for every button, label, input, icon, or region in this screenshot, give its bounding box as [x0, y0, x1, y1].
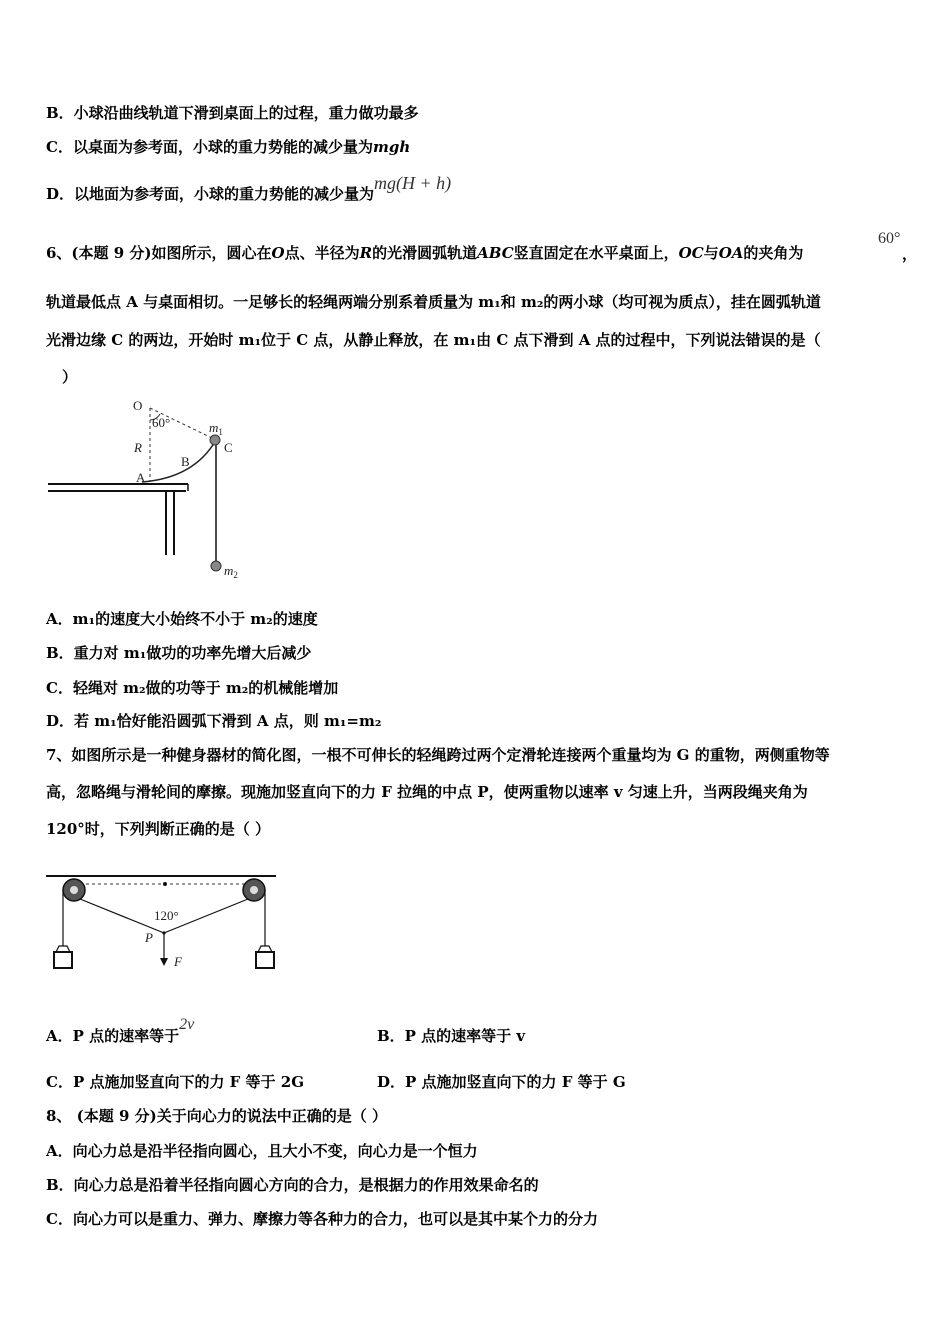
q6-stem-line-2: 轨道最低点 A 与桌面相切。一足够长的轻绳两端分别系着质量为 m₁和 m₂的两小球（均可视为质点），挂在圆弧轨道 [46, 293, 821, 311]
label-angle-120: 120° [154, 908, 179, 923]
q8-option-c: C．向心力可以是重力、弹力、摩擦力等各种力的合力，也可以是其中某个力的分力 [46, 1210, 598, 1228]
q6-text: 的光滑圆弧轨道 [372, 244, 478, 262]
q6-comma: ， [902, 245, 918, 263]
q8-option-b: B．向心力总是沿着半径指向圆心方向的合力，是根据力的作用效果命名的 [46, 1176, 539, 1194]
q5-option-d-formula: mg(H + h) [374, 173, 452, 193]
q6-text: 点、半径为 [284, 244, 360, 262]
label-f: F [174, 954, 182, 969]
q6-text: 6、(本题 9 分)如图所示，圆心在 [46, 244, 272, 262]
arc-track [142, 440, 216, 482]
q6-option-b: B．重力对 m₁做功的功率先增大后减少 [46, 644, 312, 662]
rope-left [80, 899, 164, 933]
q6-text: 的夹角为 [743, 244, 804, 262]
left-pulley-axle [70, 886, 78, 894]
q6-figure [44, 394, 254, 584]
q6-var-r: R [359, 244, 373, 262]
right-pulley-axle [250, 886, 258, 894]
q6-stem-line-3: 光滑边缘 C 的两边，开始时 m₁位于 C 点，从静止释放，在 m₁由 C 点下滑到 A 点的过程中，下列说法错误的是（ [46, 331, 821, 349]
left-weight [54, 952, 72, 968]
q7-stem-line-3: 120°时，下列判断正确的是（ ） [46, 820, 271, 838]
label-c: C [224, 440, 233, 455]
q7-option-a [46, 1016, 195, 1047]
q6-option-d: D．若 m₁恰好能沿圆弧下滑到 A 点，则 m₁=m₂ [46, 712, 382, 730]
q6-option-a: A．m₁的速度大小始终不小于 m₂的速度 [46, 610, 318, 628]
midpoint-dot [163, 882, 167, 886]
q6-text: 竖直固定在水平桌面上， [513, 244, 679, 262]
q6-var-oa: OA [718, 244, 744, 262]
label-a: A [136, 470, 146, 485]
q7-option-d: D．P 点施加竖直向下的力 F 等于 G [377, 1073, 626, 1091]
label-m1: $m_1$ [209, 420, 223, 437]
q5-option-c-text: C．以桌面为参考面，小球的重力势能的减少量为 [46, 138, 373, 156]
label-b: B [181, 454, 190, 469]
q6-stem-line-1 [46, 243, 803, 263]
q5-option-c [46, 137, 410, 157]
q8-option-a: A．向心力总是沿半径指向圆心，且大小不变，向心力是一个恒力 [46, 1142, 478, 1160]
label-r: R [134, 440, 142, 455]
q6-text: 与 [703, 244, 719, 262]
q5-option-c-formula: mgh [372, 138, 411, 156]
q5-option-d-text: D．以地面为参考面，小球的重力势能的减少量为 [46, 185, 375, 203]
q7-option-b: B．P 点的速率等于 v [377, 1027, 526, 1045]
label-angle: 60° [152, 415, 171, 430]
label-p: P [145, 930, 153, 945]
q7-stem-line-1: 7、如图所示是一种健身器材的简化图，一根不可伸长的轻绳跨过两个定滑轮连接两个重量均为 G 的重物，两侧重物等 [46, 746, 830, 764]
q8-stem: 8、 (本题 9 分)关于向心力的说法中正确的是（ ） [46, 1107, 387, 1125]
q6-var-abc: ABC [477, 244, 514, 262]
q5-option-d [46, 173, 452, 204]
q6-angle-value: 60° [878, 230, 901, 247]
q6-option-c: C．轻绳对 m₂做的功等于 m₂的机械能增加 [46, 679, 339, 697]
force-arrow-head [160, 958, 168, 966]
q7-option-c: C．P 点施加竖直向下的力 F 等于 2G [46, 1073, 305, 1091]
label-m2: $m_2$ [224, 563, 238, 580]
q6-var-o: O [271, 244, 285, 262]
q7-option-a-text: A．P 点的速率等于 [46, 1027, 180, 1045]
right-weight [256, 952, 274, 968]
q7-option-a-formula: 2v [179, 1016, 195, 1033]
ball-m2 [211, 561, 221, 571]
q7-figure [44, 860, 278, 978]
q6-var-oc: OC [678, 244, 704, 262]
q5-option-b: B．小球沿曲线轨道下滑到桌面上的过程，重力做功最多 [46, 104, 419, 122]
label-o: O [133, 398, 143, 413]
q7-stem-line-2: 高，忽略绳与滑轮间的摩擦。现施加竖直向下的力 F 拉绳的中点 P，使两重物以速率 v 匀速上升，当两段绳夹角为 [46, 783, 808, 801]
q6-stem-line-4: ） [62, 368, 78, 386]
